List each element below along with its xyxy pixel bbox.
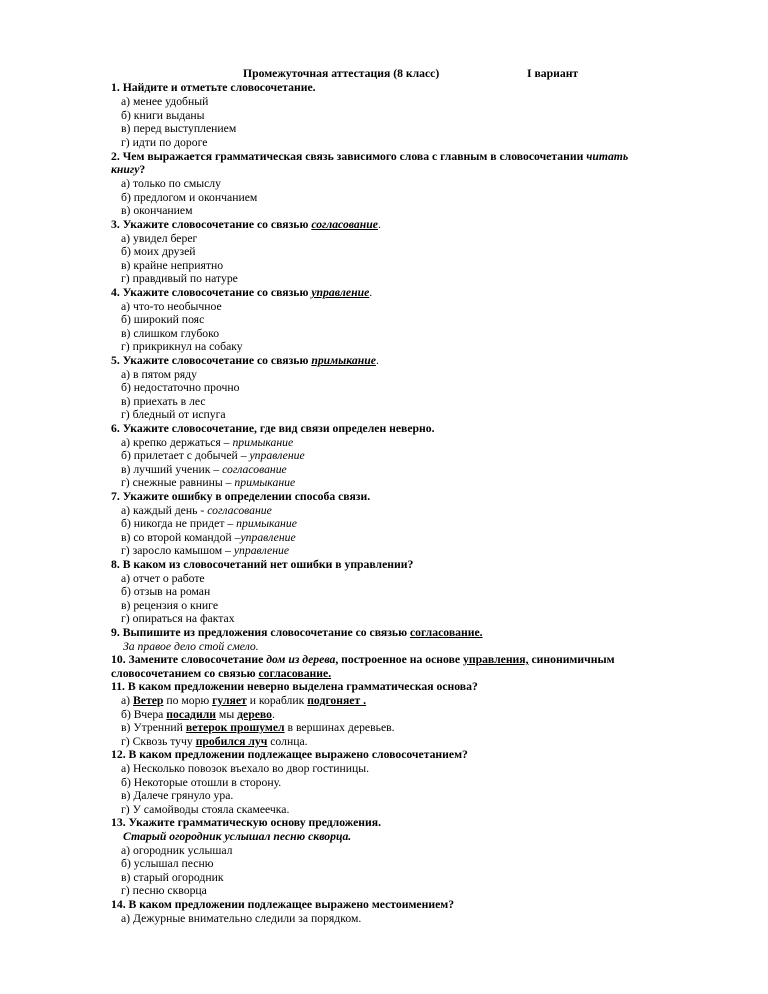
answer-option: а) огородник услышал — [121, 844, 233, 857]
answer-highlight: гуляет — [212, 694, 247, 707]
answer-option: а) Дежурные внимательно следили за порядком. — [121, 912, 362, 925]
example-sentence: За правое дело стой смело. — [123, 640, 259, 653]
answer-option: в) окончанием — [121, 204, 193, 217]
question-6: 6. Укажите словосочетание, где вид связи определен неверно. — [111, 422, 435, 435]
question-2-cont — [111, 163, 145, 176]
answer-text: в) лучший ученик – — [121, 463, 223, 476]
question-text: синонимичным — [528, 653, 615, 666]
question-10-cont — [111, 667, 331, 680]
answer-option: в) перед выступлением — [121, 122, 237, 135]
answer-option: г) У самойводы стояла скамеечка. — [121, 803, 290, 816]
answer-option: г) правдивый по натуре — [121, 272, 238, 285]
answer-term: согласование — [222, 463, 287, 476]
answer-term: примыкание — [234, 476, 296, 489]
answer-option: а) что-то необычное — [121, 300, 222, 313]
answer-text: и кораблик — [246, 694, 308, 707]
answer-text: а) крепко держаться – — [121, 436, 233, 449]
question-term: книгу — [111, 163, 140, 176]
question-1: 1. Найдите и отметьте словосочетание. — [111, 81, 316, 94]
answer-highlight: посадили — [166, 708, 216, 721]
answer-text: мы — [216, 708, 238, 721]
answer-option — [121, 694, 366, 707]
question-text: 3. Укажите словосочетание со связью — [111, 218, 312, 231]
answer-highlight: дерево — [237, 708, 272, 721]
answer-option: б) книги выданы — [121, 109, 205, 122]
answer-option — [121, 436, 293, 449]
answer-term: управление — [249, 449, 305, 462]
answer-text: б) никогда не придет – — [121, 517, 237, 530]
answer-option — [121, 735, 308, 748]
answer-text: по морю — [163, 694, 213, 707]
question-5 — [111, 354, 379, 367]
question-term: примыкание — [311, 354, 376, 367]
example-sentence: Старый огородник услышал песню скворца. — [123, 830, 352, 843]
answer-option: а) в пятом ряду — [121, 368, 197, 381]
answer-highlight: ветерок прошумел — [185, 721, 285, 734]
answer-option — [121, 504, 272, 517]
answer-option — [121, 531, 296, 544]
answer-option: б) услышал песню — [121, 857, 214, 870]
answer-option: г) прикрикнул на собаку — [121, 340, 243, 353]
answer-term: примыкание — [236, 517, 297, 530]
answer-term: согласование — [207, 504, 272, 517]
answer-option: а) увидел берег — [121, 232, 198, 245]
answer-highlight: пробился луч — [195, 735, 268, 748]
answer-option — [121, 463, 287, 476]
answer-text: солнца. — [267, 735, 308, 748]
question-9 — [111, 626, 483, 639]
question-text: 9. Выпишите из предложения словосочетание со связью — [111, 626, 410, 639]
question-text: . — [377, 218, 381, 231]
question-text: ? — [139, 163, 146, 176]
answer-option: б) широкий пояс — [121, 313, 205, 326]
answer-option: в) крайне неприятно — [121, 259, 224, 272]
answer-text: . — [271, 708, 275, 721]
answer-option: а) Несколько повозок въехало во двор гостиницы. — [121, 762, 370, 775]
question-12: 12. В каком предложении подлежащее выражено словосочетанием? — [111, 748, 468, 761]
question-3 — [111, 218, 381, 231]
answer-text: г) Сквозь тучу — [121, 735, 196, 748]
answer-term: управление — [240, 531, 296, 544]
answer-highlight: Ветер — [133, 694, 164, 707]
question-8: 8. В каком из словосочетаний нет ошибки в управлении? — [111, 558, 414, 571]
answer-option — [121, 476, 295, 489]
question-term: согласование. — [258, 667, 332, 680]
question-4 — [111, 286, 372, 299]
answer-text: г) снежные равнины – — [121, 476, 235, 489]
question-term: согласование. — [409, 626, 483, 639]
answer-option: в) рецензия о книге — [121, 599, 219, 612]
answer-option: а) менее удобный — [121, 95, 209, 108]
answer-option: б) недостаточно прочно — [121, 381, 240, 394]
answer-option: в) старый огородник — [121, 871, 224, 884]
answer-option: в) слишком глубоко — [121, 327, 220, 340]
question-text: 2. Чем выражается грамматическая связь зависимого слова с главным в словосочетании — [111, 150, 587, 163]
answer-option: б) отзыв на роман — [121, 585, 211, 598]
answer-option — [121, 708, 275, 721]
answer-term: примыкание — [232, 436, 294, 449]
question-text: словосочетанием со связью — [111, 667, 259, 680]
answer-text: в) со второй командой – — [121, 531, 241, 544]
question-text: 4. Укажите словосочетание со связью — [111, 286, 312, 299]
question-term: согласование — [311, 218, 378, 231]
answer-option: г) опираться на фактах — [121, 612, 235, 625]
answer-option: а) отчет о работе — [121, 572, 205, 585]
answer-option — [121, 544, 289, 557]
question-text: 10. Замените словосочетание — [111, 653, 267, 666]
answer-term: управление — [233, 544, 290, 557]
question-text: . — [375, 354, 379, 367]
question-14: 14. В каком предложении подлежащее выражено местоимением? — [111, 898, 455, 911]
question-2 — [111, 150, 628, 163]
answer-option — [121, 449, 305, 462]
answer-text: б) прилетает с добычей – — [121, 449, 250, 462]
answer-text: г) заросло камышом – — [121, 544, 234, 557]
question-7: 7. Укажите ошибку в определении способа связи. — [111, 490, 371, 503]
question-term: дом из дерева — [266, 653, 336, 666]
answer-option: в) приехать в лес — [121, 395, 206, 408]
answer-text: в) Утренний — [121, 721, 186, 734]
question-10 — [111, 653, 615, 666]
question-text: . — [369, 286, 373, 299]
answer-option: б) предлогом и окончанием — [121, 191, 258, 204]
answer-option: б) Некоторые отошли в сторону. — [121, 776, 282, 789]
answer-option: б) моих друзей — [121, 245, 196, 258]
answer-text: а) каждый день - — [121, 504, 208, 517]
answer-text: в вершинах деревьев. — [284, 721, 395, 734]
answer-highlight: подгоняет . — [307, 694, 367, 707]
answer-text: б) Вчера — [121, 708, 167, 721]
answer-text: а) — [121, 694, 134, 707]
question-term: управление — [311, 286, 370, 299]
question-term: читать — [586, 150, 629, 163]
question-term: управления, — [463, 653, 529, 666]
answer-option: г) песню скворца — [121, 884, 207, 897]
question-text: , построенное на основе — [335, 653, 463, 666]
question-11: 11. В каком предложении неверно выделена грамматическая основа? — [111, 680, 478, 693]
question-text: 5. Укажите словосочетание со связью — [111, 354, 312, 367]
page-title: Промежуточная аттестация (8 класс) — [243, 67, 440, 80]
answer-option: а) только по смыслу — [121, 177, 221, 190]
answer-option — [121, 517, 297, 530]
answer-option: г) идти по дороге — [121, 136, 208, 149]
answer-option — [121, 721, 395, 734]
question-13: 13. Укажите грамматическую основу предложения. — [111, 816, 381, 829]
answer-option: в) Далече грянуло ура. — [121, 789, 234, 802]
answer-option: г) бледный от испуга — [121, 408, 226, 421]
variant-label: I вариант — [527, 67, 579, 80]
